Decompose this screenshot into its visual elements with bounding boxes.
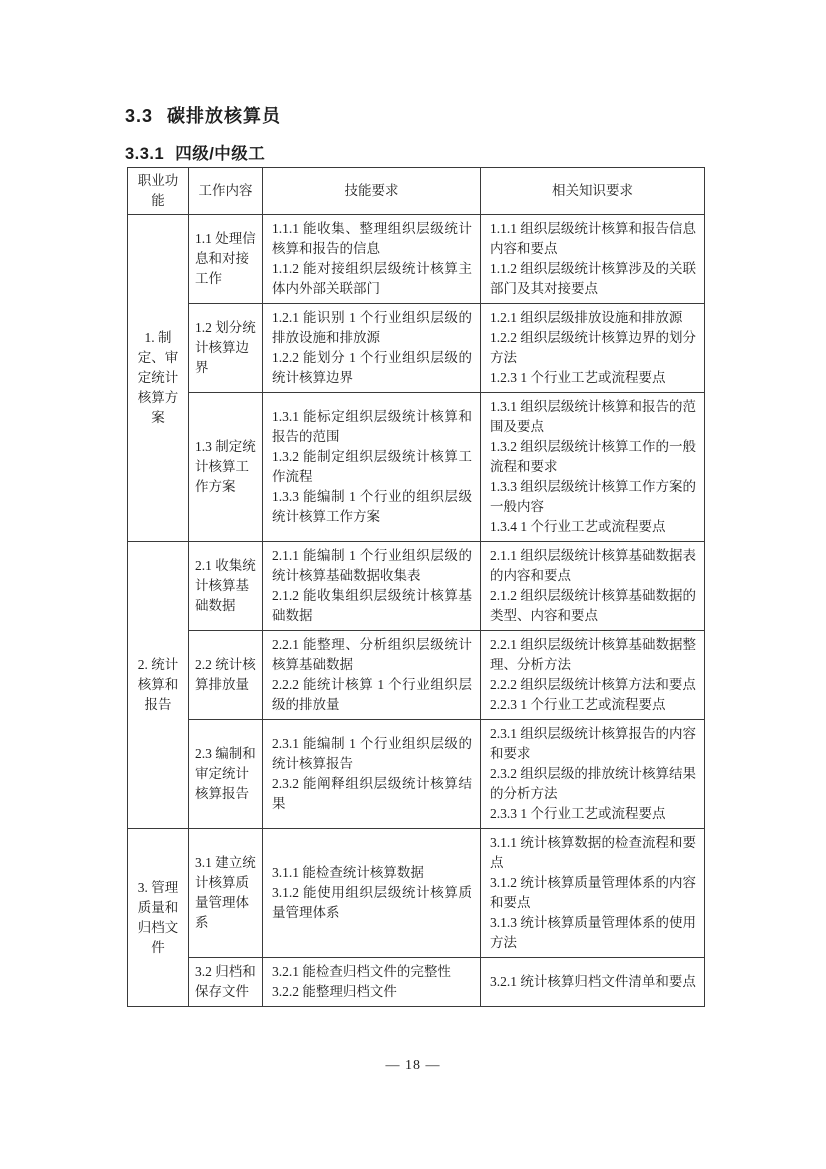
skills-cell-3-2 [263,958,481,1007]
work-cell-3-1: 3.1 建立统计核算质量管理体系 [189,829,263,958]
skills-cell-2-1 [263,542,481,631]
knowledge-item: 1.2.1 组织层级排放设施和排放源 [490,310,683,325]
skill-item: 3.2.2 能整理归档文件 [272,984,397,999]
knowledge-item: 2.2.2 组织层级统计核算方法和要点 [490,677,696,692]
header-work-content: 工作内容 [189,168,263,215]
knowledge-cell-1-1 [481,215,705,304]
knowledge-cell-3-1 [481,829,705,958]
work-cell-2-2: 2.2 统计核算排放量 [189,631,263,720]
skill-item: 1.3.3 能编制 1 个行业的组织层级统计核算工作方案 [272,489,472,524]
work-cell-2-1: 2.1 收集统计核算基础数据 [189,542,263,631]
table-row [128,829,705,958]
knowledge-item: 2.2.3 1 个行业工艺或流程要点 [490,697,666,712]
work-cell-2-3: 2.3 编制和审定统计核算报告 [189,720,263,829]
knowledge-item: 1.1.1 组织层级统计核算和报告信息内容和要点 [490,221,696,256]
skills-cell-2-2 [263,631,481,720]
subsection-heading-text: 四级/中级工 [175,145,266,163]
table-row [128,542,705,631]
skill-requirements-table [127,167,705,1007]
skill-item: 1.3.1 能标定组织层级统计核算和报告的范围 [272,409,472,444]
skills-cell-1-1 [263,215,481,304]
knowledge-cell-2-3 [481,720,705,829]
knowledge-item: 3.1.2 统计核算质量管理体系的内容和要点 [490,875,696,910]
table-row [128,631,705,720]
knowledge-item: 2.2.1 组织层级统计核算基础数据整理、分析方法 [490,637,696,672]
skill-item: 3.1.2 能使用组织层级统计核算质量管理体系 [272,885,472,920]
section-heading [125,102,281,128]
subsection-heading [125,140,265,164]
table-row [128,393,705,542]
function-cell-1: 1. 制定、审定统计核算方案 [128,215,189,542]
knowledge-item: 2.3.2 组织层级的排放统计核算结果的分析方法 [490,766,696,801]
knowledge-item: 3.2.1 统计核算归档文件清单和要点 [490,974,696,989]
header-knowledge-requirements: 相关知识要求 [481,168,705,215]
table-row [128,215,705,304]
skill-item: 2.3.2 能阐释组织层级统计核算结果 [272,776,472,811]
knowledge-cell-1-3 [481,393,705,542]
table-header-row [128,168,705,215]
knowledge-cell-1-2 [481,304,705,393]
knowledge-item: 1.3.2 组织层级统计核算工作的一般流程和要求 [490,439,696,474]
function-cell-3: 3. 管理质量和归档文件 [128,829,189,1007]
knowledge-cell-2-2 [481,631,705,720]
work-cell-3-2: 3.2 归档和保存文件 [189,958,263,1007]
skill-item: 1.1.1 能收集、整理组织层级统计核算和报告的信息 [272,221,472,256]
table-row [128,720,705,829]
work-cell-1-1: 1.1 处理信息和对接工作 [189,215,263,304]
section-heading-text: 碳排放核算员 [167,106,282,126]
header-occupational-function: 职业功能 [128,168,189,215]
skill-item: 1.2.1 能识别 1 个行业组织层级的排放设施和排放源 [272,310,472,345]
knowledge-item: 2.3.3 1 个行业工艺或流程要点 [490,806,666,821]
knowledge-item: 1.3.3 组织层级统计核算工作方案的一般内容 [490,479,696,514]
skill-item: 2.2.1 能整理、分析组织层级统计核算基础数据 [272,637,472,672]
work-cell-1-3: 1.3 制定统计核算工作方案 [189,393,263,542]
function-cell-2: 2. 统计核算和报告 [128,542,189,829]
skill-item: 1.2.2 能划分 1 个行业组织层级的统计核算边界 [272,350,472,385]
knowledge-item: 1.1.2 组织层级统计核算涉及的关联部门及其对接要点 [490,261,696,296]
header-skill-requirements: 技能要求 [263,168,481,215]
subsection-heading-number: 3.3.1 [125,145,165,163]
knowledge-item: 1.3.4 1 个行业工艺或流程要点 [490,519,666,534]
section-heading-number: 3.3 [125,106,154,126]
knowledge-item: 1.3.1 组织层级统计核算和报告的范围及要点 [490,399,696,434]
skill-item: 2.1.2 能收集组织层级统计核算基础数据 [272,588,472,623]
knowledge-item: 2.1.2 组织层级统计核算基础数据的类型、内容和要点 [490,588,696,623]
knowledge-item: 2.3.1 组织层级统计核算报告的内容和要求 [490,726,696,761]
skill-item: 1.3.2 能制定组织层级统计核算工作流程 [272,449,472,484]
knowledge-item: 3.1.1 统计核算数据的检查流程和要点 [490,835,696,870]
knowledge-item: 1.2.2 组织层级统计核算边界的划分方法 [490,330,696,365]
knowledge-item: 3.1.3 统计核算质量管理体系的使用方法 [490,915,696,950]
skills-cell-2-3 [263,720,481,829]
knowledge-cell-2-1 [481,542,705,631]
table-row [128,304,705,393]
skills-cell-3-1 [263,829,481,958]
skill-item: 1.1.2 能对接组织层级统计核算主体内外部关联部门 [272,261,472,296]
knowledge-item: 1.2.3 1 个行业工艺或流程要点 [490,370,666,385]
knowledge-cell-3-2 [481,958,705,1007]
skill-item: 2.3.1 能编制 1 个行业组织层级的统计核算报告 [272,736,472,771]
skills-cell-1-2 [263,304,481,393]
knowledge-item: 2.1.1 组织层级统计核算基础数据表的内容和要点 [490,548,696,583]
skills-cell-1-3 [263,393,481,542]
table-row [128,958,705,1007]
skill-item: 2.1.1 能编制 1 个行业组织层级的统计核算基础数据收集表 [272,548,472,583]
page-number: — 18 — [385,1058,441,1073]
work-cell-1-2: 1.2 划分统计核算边界 [189,304,263,393]
skill-item: 3.2.1 能检查归档文件的完整性 [272,964,451,979]
skill-item: 3.1.1 能检查统计核算数据 [272,865,424,880]
skill-item: 2.2.2 能统计核算 1 个行业组织层级的排放量 [272,677,472,712]
